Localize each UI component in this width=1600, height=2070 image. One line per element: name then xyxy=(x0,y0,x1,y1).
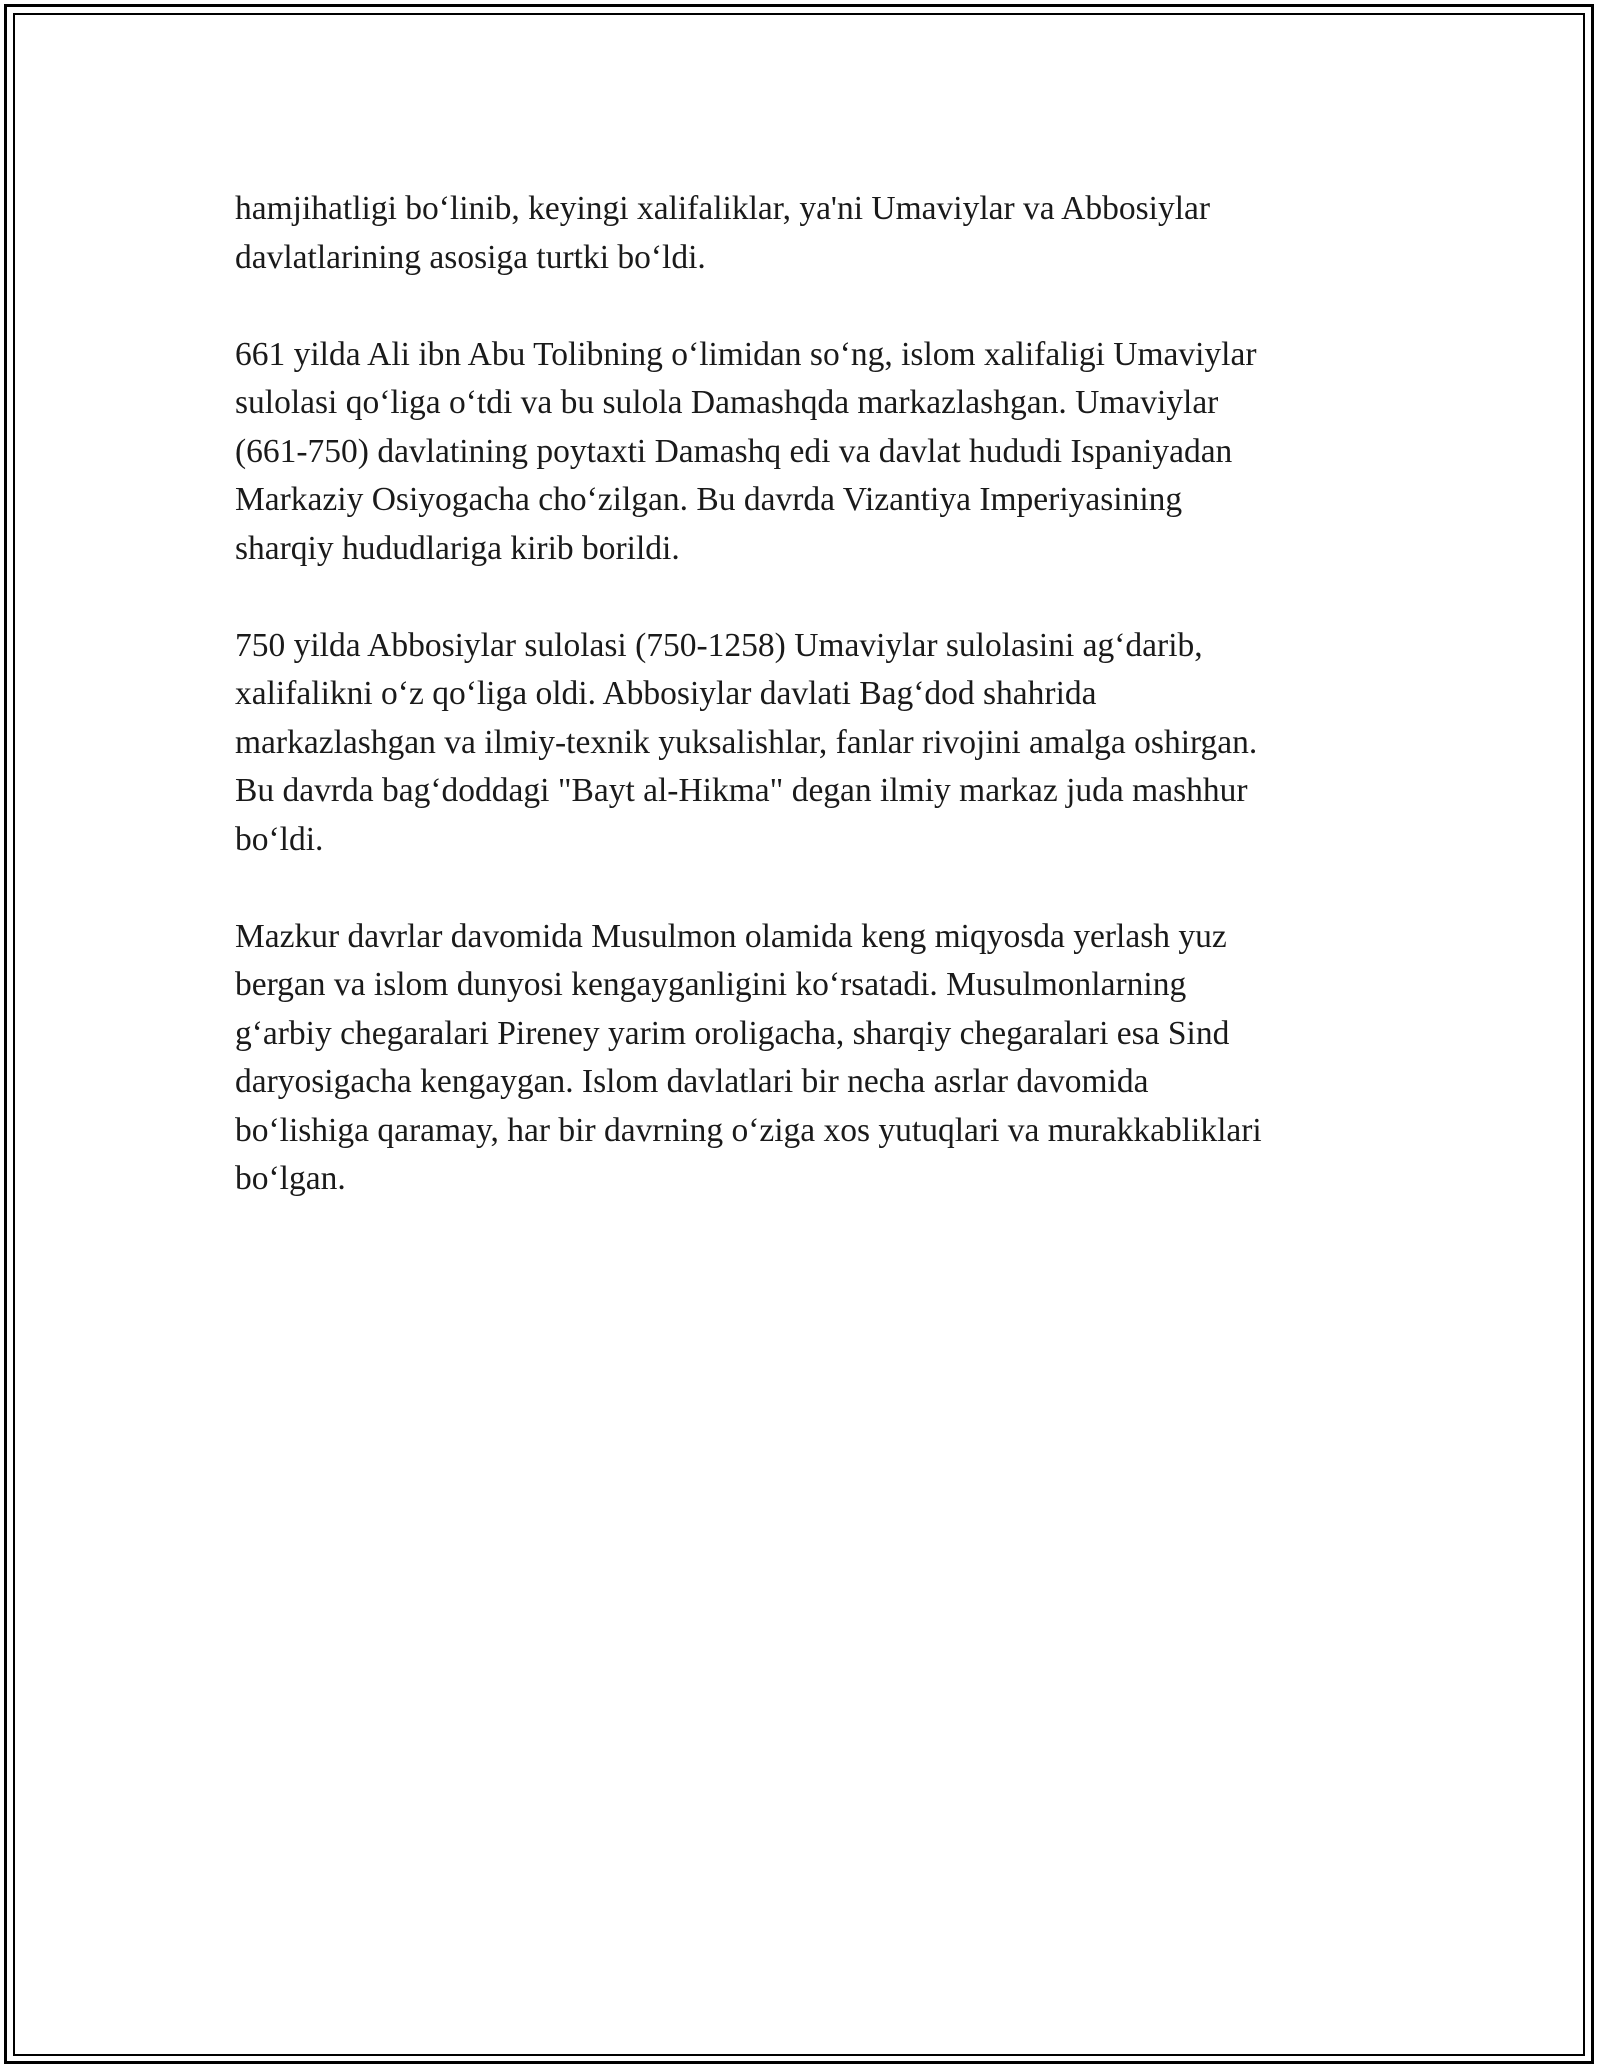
paragraph: hamjihatligi bo‘linib, keyingi xalifaliklar, ya'ni Umaviylar va Abbosiylar davlatlarining asosiga turtki bo‘ldi. xyxy=(235,190,1211,276)
paragraph: Mazkur davrlar davomida Musulmon olamida keng miqyosda yerlash yuz bergan va islom dunyosi kengayganligini ko‘rsatadi. Musulmonlarning g‘arbiy chegaralari Pireney yarim oroligacha, sharqiy chegaralari esa Sind daryosigacha kengaygan. Islom davlatlari bir necha asrlar davomida bo‘lishiga qaramay, har bir davrning o‘ziga xos yutuqlari va murakkabliklari bo‘lgan. xyxy=(235,917,1262,1197)
paragraph: 661 yilda Ali ibn Abu Tolibning o‘limidan so‘ng, islom xalifaligi Umaviylar sulolasi qo‘liga o‘tdi va bu sulola Damashqda markazlashgan. Umaviylar (661-750) davlatining poytaxti Damashq edi va davlat hududi Ispaniyadan Markaziy Osiyogacha cho‘zilgan. Bu davrda Vizantiya Imperiyasining sharqiy hududlariga kirib borildi. xyxy=(235,335,1257,567)
paragraph: 750 yilda Abbosiylar sulolasi (750-1258) Umaviylar sulolasini ag‘darib, xalifalikni o‘z qo‘liga oldi. Abbosiylar davlati Bag‘dod shahrida markazlashgan va ilmiy-texnik yuksalishlar, fanlar rivojini amalga oshirgan. Bu davrda bag‘doddagi "Bayt al-Hikma" degan ilmiy markaz juda mashhur bo‘ldi. xyxy=(235,626,1258,858)
document-body xyxy=(235,185,1375,1252)
